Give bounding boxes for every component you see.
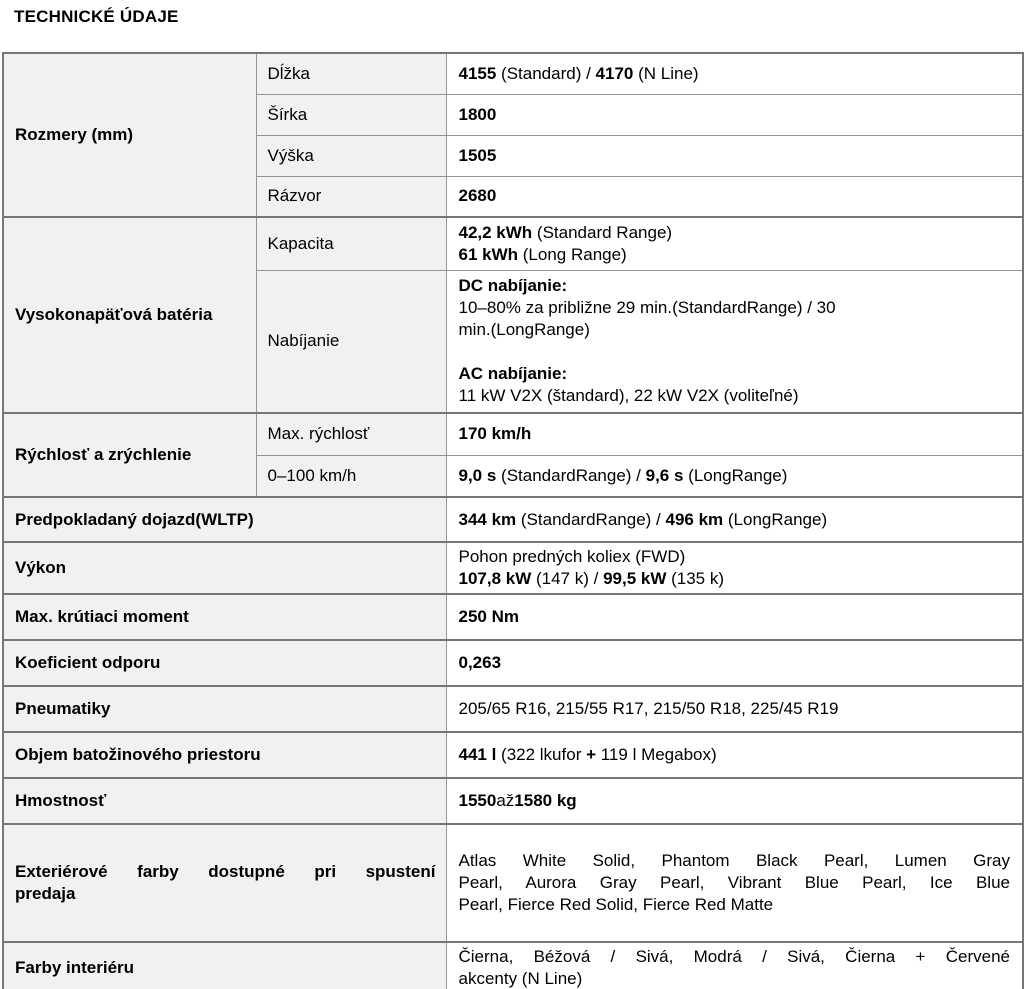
cell-value-dlzka xyxy=(446,53,1023,94)
value-text: 119 l Megabox) xyxy=(596,745,717,764)
value-bold: 42,2 kWh xyxy=(458,222,533,242)
cell-value-exterier xyxy=(446,824,1023,942)
value-bold: 1580 kg xyxy=(514,791,577,810)
row-label-moment: Max. krútiaci moment xyxy=(3,594,446,640)
cell-value-sirka xyxy=(446,94,1023,135)
cell-value-pneumatiky xyxy=(446,686,1023,732)
value-line: Pearl, Aurora Gray Pearl, Vibrant Blue Pearl, Ice Blue xyxy=(458,873,1010,892)
value-bold: 4155 xyxy=(458,63,497,83)
value-line: Čierna, Béžová / Sivá, Modrá / Sivá, Čierna + Červené xyxy=(458,947,1010,966)
value-text: až xyxy=(496,791,515,810)
value-line xyxy=(459,244,1011,266)
value-line: Atlas White Solid, Phantom Black Pearl, Lumen Gray xyxy=(458,851,1010,870)
value-text: (Standard Range) xyxy=(532,222,673,242)
row-label-koeficient: Koeficient odporu xyxy=(3,640,446,686)
subrow-label-vyska: Výška xyxy=(256,135,446,176)
value-line: Pohon predných koliex (FWD) xyxy=(458,547,686,566)
subrow-label-sirka: Šírka xyxy=(256,94,446,135)
value-line: Pearl, Fierce Red Solid, Fierce Red Matte xyxy=(458,895,774,914)
value-bold: 441 l xyxy=(458,745,497,764)
value-bold: 107,8 kW xyxy=(458,569,532,588)
value-bold: 0,263 xyxy=(458,653,502,672)
subrow-label-kapacita: Kapacita xyxy=(256,217,446,270)
value-bold: + xyxy=(586,745,597,764)
value-text: (322 lkufor xyxy=(496,745,587,764)
subrow-label-max-rychlost: Max. rýchlosť xyxy=(256,413,446,455)
row-label-dojazd: Predpokladaný dojazd(WLTP) xyxy=(3,497,446,542)
cell-value-interier xyxy=(446,942,1023,989)
table-row-moment xyxy=(3,594,1023,640)
value-bold: 4170 xyxy=(595,63,634,83)
value-bold: 2680 xyxy=(458,186,497,206)
value-line: akcenty (N Line) xyxy=(458,969,583,988)
technical-specs-table xyxy=(2,52,1024,989)
table-row-interier xyxy=(3,942,1023,989)
value-text: (N Line) xyxy=(633,63,699,83)
row-label-interier: Farby interiéru xyxy=(3,942,446,989)
value-text: (LongRange) xyxy=(683,465,788,485)
value-bold: 250 Nm xyxy=(458,607,519,626)
value-line: 10–80% za približne 29 min.(StandardRange) / 30 xyxy=(458,298,836,318)
subrow-label-razvor: Rázvor xyxy=(256,176,446,217)
cell-value-razvor xyxy=(446,176,1023,217)
cell-value-vyska xyxy=(446,135,1023,176)
table-row-exterier xyxy=(3,824,1023,942)
value-text: (135 k) xyxy=(666,569,725,588)
cell-value-max-rychlost xyxy=(446,413,1023,455)
cell-value-zrychlenie xyxy=(446,455,1023,497)
value-bold: DC nabíjanie: xyxy=(458,276,568,296)
cell-value-vykon xyxy=(446,542,1023,594)
value-line: 11 kW V2X (štandard), 22 kW V2X (voliteľné) xyxy=(458,386,799,406)
value-bold: 496 km xyxy=(665,509,724,529)
value-line xyxy=(459,363,1011,385)
value-line xyxy=(459,275,1011,297)
cell-value-objem xyxy=(446,732,1023,778)
value-line: min.(LongRange) xyxy=(458,320,590,340)
value-bold: AC nabíjanie: xyxy=(458,364,568,384)
page-title: TECHNICKÉ ÚDAJE xyxy=(14,7,179,26)
table-row-dojazd xyxy=(3,497,1023,542)
row-label-objem: Objem batožinového priestoru xyxy=(3,732,446,778)
value-bold: 99,5 kW xyxy=(603,569,667,588)
subrow-label-zrychlenie: 0–100 km/h xyxy=(256,455,446,497)
subrow-label-nabijanie: Nabíjanie xyxy=(256,270,446,413)
value-text: 205/65 R16, 215/55 R17, 215/50 R18, 225/45 R19 xyxy=(458,699,839,718)
cell-value-koeficient xyxy=(446,640,1023,686)
subrow-label-dlzka: Dĺžka xyxy=(256,53,446,94)
value-text: (Standard) / xyxy=(496,63,596,83)
value-line xyxy=(459,222,1011,244)
table-row-kapacita xyxy=(3,217,1023,270)
row-label-hmotnost: Hmostnosť xyxy=(3,778,446,824)
value-bold: 9,6 s xyxy=(645,465,684,485)
value-bold: 9,0 s xyxy=(458,465,497,485)
table-row-koeficient xyxy=(3,640,1023,686)
row-label-bateria: Vysokonapäťová batéria xyxy=(3,217,256,413)
value-text: (StandardRange) / xyxy=(496,465,646,485)
table-row-dlzka xyxy=(3,53,1023,94)
label-line: Exteriérové farby dostupné pri spustení xyxy=(15,862,436,881)
cell-value-moment xyxy=(446,594,1023,640)
value-text: (StandardRange) / xyxy=(516,509,666,529)
cell-value-dojazd xyxy=(446,497,1023,542)
row-label-rozmery: Rozmery (mm) xyxy=(3,53,256,217)
row-label-exterier xyxy=(3,824,446,942)
row-label-rychlost: Rýchlosť a zrýchlenie xyxy=(3,413,256,497)
value-bold: 1800 xyxy=(458,104,497,124)
row-label-vykon: Výkon xyxy=(3,542,446,594)
cell-value-nabijanie xyxy=(446,270,1023,413)
value-bold: 1550 xyxy=(458,791,497,810)
value-bold: 61 kWh xyxy=(458,244,519,264)
value-line xyxy=(459,568,1011,590)
value-text: (LongRange) xyxy=(723,509,828,529)
row-label-pneumatiky: Pneumatiky xyxy=(3,686,446,732)
value-bold: 170 km/h xyxy=(458,424,532,444)
blank-line xyxy=(459,341,1011,363)
value-text: (147 k) / xyxy=(531,569,604,588)
table-row-vykon xyxy=(3,542,1023,594)
label-line: predaja xyxy=(15,884,76,903)
value-bold: 1505 xyxy=(458,145,497,165)
value-bold: 344 km xyxy=(458,509,517,529)
cell-value-kapacita xyxy=(446,217,1023,270)
table-row-max-rychlost xyxy=(3,413,1023,455)
table-row-objem xyxy=(3,732,1023,778)
table-row-pneumatiky xyxy=(3,686,1023,732)
value-text: (Long Range) xyxy=(518,244,627,264)
table-row-hmotnost xyxy=(3,778,1023,824)
cell-value-hmotnost xyxy=(446,778,1023,824)
